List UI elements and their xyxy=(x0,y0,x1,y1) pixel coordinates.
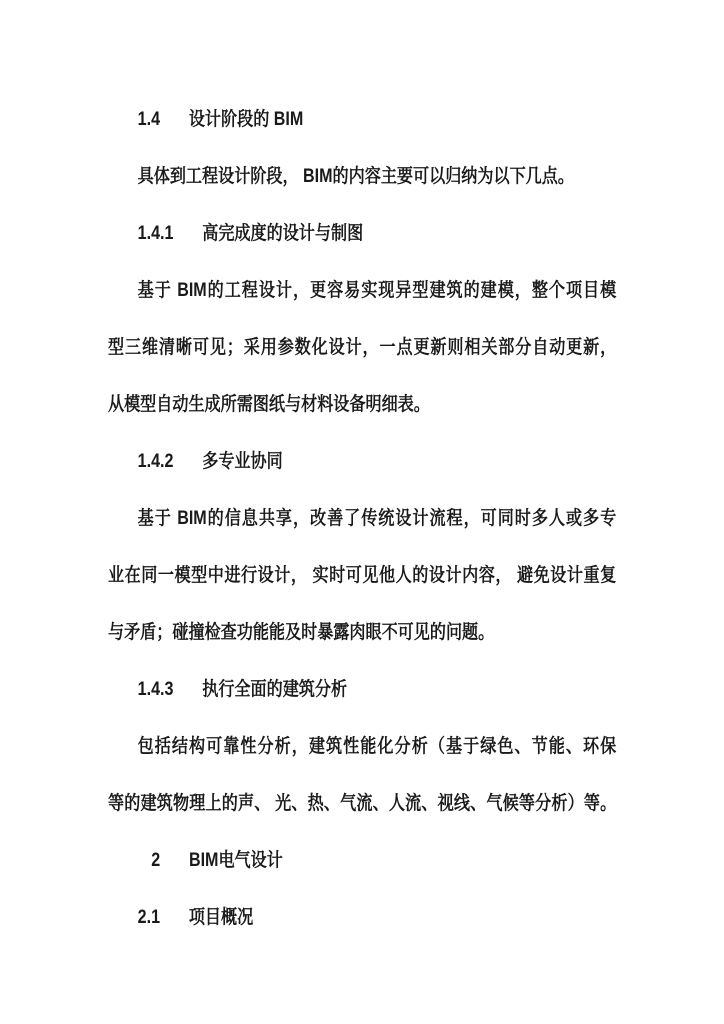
paragraph-line: 型三维清晰可见；采用参数化设计，一点更新则相关部分自动更新， xyxy=(108,337,617,358)
paragraph-line: 具体到工程设计阶段， BIM的内容主要可以归纳为以下几点。 xyxy=(137,166,574,187)
heading-number: 2.1 xyxy=(137,907,161,928)
paragraph-line: 从模型自动生成所需图纸与材料设备明细表。 xyxy=(108,394,430,415)
heading-line xyxy=(108,205,616,262)
paragraph-line: 包括结构可靠性分析，建筑性能化分析（基于绿色、节能、环保 xyxy=(137,736,617,757)
document-content xyxy=(108,91,616,946)
heading-title: BIM电气设计 xyxy=(188,850,283,871)
heading-number: 2 xyxy=(151,850,161,871)
heading-line xyxy=(108,889,616,946)
heading-title: 项目概况 xyxy=(188,907,254,928)
paragraph-line: 等的建筑物理上的声、 光、热、气流、人流、视线、气候等分析）等。 xyxy=(108,793,617,814)
heading-title: 多专业协同 xyxy=(202,451,283,472)
heading-title: 设计阶段的 BIM xyxy=(188,109,304,130)
heading-line xyxy=(108,832,616,889)
heading-number: 1.4.1 xyxy=(137,223,174,244)
heading-line xyxy=(108,91,616,148)
heading-line xyxy=(108,661,616,718)
heading-number: 1.4.3 xyxy=(137,679,174,700)
paragraph-line: 业在同一模型中进行设计， 实时可见他人的设计内容， 避免设计重复 xyxy=(108,565,617,586)
heading-title: 高完成度的设计与制图 xyxy=(202,223,364,244)
paragraph-line: 基于 BIM的工程设计，更容易实现异型建筑的建模，整个项目模 xyxy=(137,280,617,301)
heading-title: 执行全面的建筑分析 xyxy=(202,679,348,700)
paragraph-line: 与矛盾；碰撞检查功能能及时暴露肉眼不可见的问题。 xyxy=(108,622,495,643)
heading-number: 1.4.2 xyxy=(137,451,174,472)
paragraph-line: 基于 BIM的信息共享，改善了传统设计流程，可同时多人或多专 xyxy=(137,508,617,529)
heading-line xyxy=(108,433,616,490)
heading-number: 1.4 xyxy=(137,109,161,130)
